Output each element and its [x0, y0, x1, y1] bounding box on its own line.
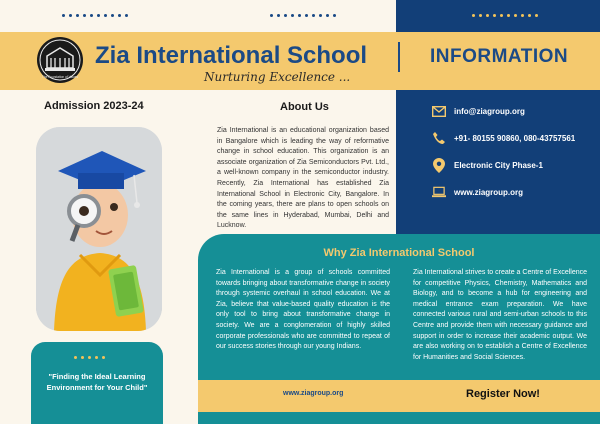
phone-icon	[432, 131, 446, 145]
contact-email[interactable]	[432, 104, 592, 118]
school-tagline: Nurturing Excellence ...	[204, 70, 351, 84]
decor-dots	[270, 14, 336, 17]
contact-address	[432, 158, 592, 172]
location-pin-icon	[432, 158, 446, 172]
decor-dots	[74, 356, 105, 359]
about-text: Zia International is an educational organization based in Bangalore which is leading the way of reformative change in school education. This organization is an associate organization of Zia Semiconductors Pvt. Ltd., a well-known company in the semiconductor industry. Recently, Zia International has established Zia International School in Electronic City, Bangalore. In the coming years, there are plans to open schools on the same lines in Hyderabad, Mumbai, Delhi and Lucknow.	[217, 127, 389, 230]
about-title: About Us	[280, 101, 329, 113]
contact-website-text: www.ziagroup.org	[454, 187, 524, 197]
why-text-left: Zia International is a group of schools committed towards bringing about transformative change in society through systemic overhaul in school education. We at Zia, believe that value-based quality education is the only tool to bring about transformative change in society. We are a conglomeration of highly skilled corporate professionals who are committed to repeat of our success stories through our young Indians.	[216, 269, 390, 351]
register-now-button[interactable]: Register Now!	[466, 388, 540, 400]
decor-dots	[62, 14, 128, 17]
information-title: INFORMATION	[430, 46, 569, 67]
contact-address-text: Electronic City Phase-1	[454, 160, 543, 170]
contact-phone[interactable]	[432, 131, 592, 145]
school-name: Zia International School	[95, 42, 368, 69]
school-logo	[36, 36, 84, 84]
admission-label: Admission 2023-24	[44, 100, 144, 112]
decor-dots	[472, 14, 538, 17]
laptop-icon	[432, 185, 446, 199]
why-text-right: Zia International strives to create a Centre of Excellence for competitive Physics, Chemistry, Mathematics and Biology, and to become a hub for engineering and medical entrance exam preparation. We have connected various rural and semi-urban schools to this Centre and provide them with necessary guidance and support in order to increase their academic output. We are also working on to establish a Centre of Excellence for Humanities and Social Sciences.	[413, 269, 587, 361]
callout-text: "Finding the Ideal Learning Environment for Your Child"	[46, 372, 148, 392]
contact-website[interactable]	[432, 185, 592, 199]
header-divider	[398, 42, 400, 72]
mail-icon	[432, 104, 446, 118]
svg-text:The Foundation of Values: The Foundation of Values	[41, 75, 79, 79]
callout-box	[31, 342, 163, 424]
contact-email-text: info@ziagroup.org	[454, 106, 525, 116]
contact-phone-text: +91- 80155 90860, 080-43757561	[454, 133, 576, 143]
student-photo	[36, 127, 162, 331]
footer-website-link[interactable]: www.ziagroup.org	[283, 390, 344, 397]
why-title: Why Zia International School	[323, 247, 475, 259]
